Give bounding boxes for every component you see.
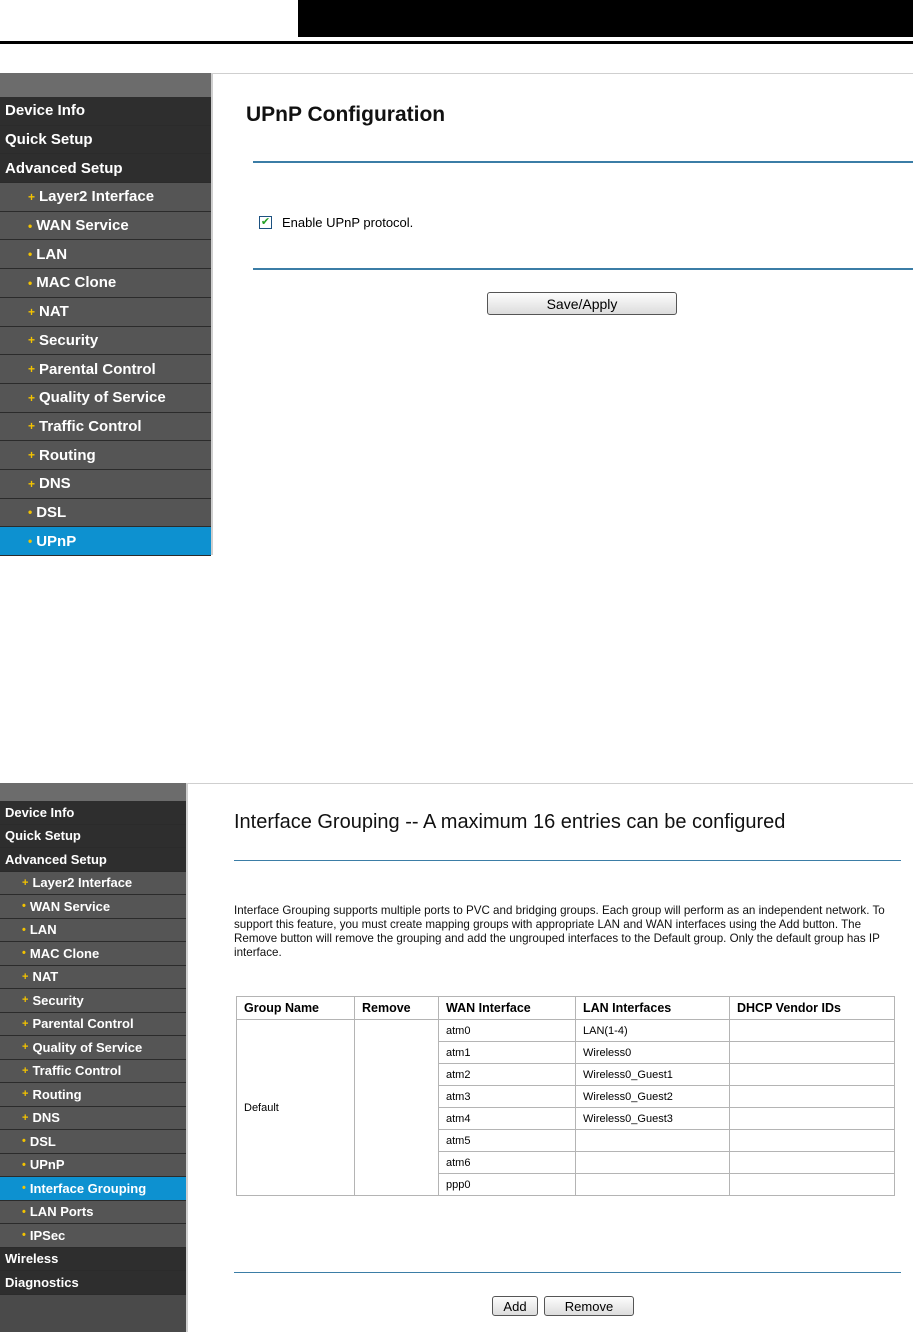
sidebar-nav <box>0 783 188 1332</box>
sidebar-item-routing[interactable] <box>0 441 211 470</box>
sidebar-item-device-info[interactable] <box>0 97 211 126</box>
sidebar-item-label: Security <box>32 992 84 1008</box>
wan-cell: atm0 <box>439 1020 576 1042</box>
sidebar-item-interface-grouping[interactable] <box>0 1177 186 1201</box>
divider <box>234 860 901 861</box>
save-apply-button[interactable]: Save/Apply <box>487 292 677 315</box>
document-header-bar <box>298 0 913 37</box>
sidebar-item-label: Layer2 Interface <box>32 875 133 891</box>
interface-group-table <box>236 996 895 1196</box>
sidebar-item-label: Quality of Service <box>32 1039 143 1055</box>
wan-cell: atm6 <box>439 1152 576 1174</box>
wan-cell: atm5 <box>439 1130 576 1152</box>
sidebar-item-label: Wireless <box>5 1251 59 1267</box>
interface-grouping-screenshot <box>0 783 913 1332</box>
bullet-icon: • <box>28 218 33 233</box>
sidebar-item-mac-clone[interactable] <box>0 942 186 966</box>
sidebar-item-dsl[interactable] <box>0 499 211 528</box>
enable-upnp-row <box>259 215 413 230</box>
sidebar-item-label: Traffic Control <box>32 1063 122 1079</box>
sidebar-item-wireless[interactable] <box>0 1248 186 1272</box>
sidebar-item-nat[interactable] <box>0 298 211 327</box>
nav-list <box>0 801 186 1295</box>
expand-plus-icon: + <box>28 304 36 319</box>
dhcp-cell <box>730 1020 895 1042</box>
sidebar-item-lan[interactable] <box>0 919 186 943</box>
dhcp-cell <box>730 1042 895 1064</box>
sidebar-item-label: Advanced Setup <box>5 159 123 177</box>
expand-plus-icon: + <box>28 189 36 204</box>
column-header: DHCP Vendor IDs <box>730 997 895 1020</box>
bullet-icon: • <box>22 1205 26 1218</box>
column-header: Group Name <box>237 997 355 1020</box>
dhcp-cell <box>730 1152 895 1174</box>
sidebar-item-label: MAC Clone <box>36 274 117 292</box>
sidebar-item-traffic-control[interactable] <box>0 1060 186 1084</box>
sidebar-item-label: Routing <box>39 446 96 464</box>
sidebar-item-label: Interface Grouping <box>29 1180 147 1196</box>
expand-plus-icon: + <box>28 448 36 463</box>
sidebar-item-label: LAN <box>36 245 68 263</box>
sidebar-item-mac-clone[interactable] <box>0 269 211 298</box>
bullet-icon: • <box>28 534 33 549</box>
bullet-icon: • <box>22 1229 26 1242</box>
dhcp-cell <box>730 1064 895 1086</box>
wan-cell: atm2 <box>439 1064 576 1086</box>
document-header-rule <box>0 41 913 44</box>
table-header-row <box>237 997 895 1020</box>
expand-plus-icon: + <box>28 362 36 377</box>
wan-cell: atm3 <box>439 1086 576 1108</box>
sidebar-item-label: WAN Service <box>29 898 111 914</box>
sidebar-item-label: LAN Ports <box>29 1204 94 1220</box>
sidebar-item-label: MAC Clone <box>29 945 100 961</box>
sidebar-item-advanced-setup[interactable] <box>0 154 211 183</box>
sidebar-item-label: Parental Control <box>39 360 156 378</box>
divider <box>253 268 913 270</box>
sidebar-item-diagnostics[interactable] <box>0 1271 186 1295</box>
sidebar-item-upnp[interactable] <box>0 527 211 556</box>
expand-plus-icon: + <box>22 1041 29 1054</box>
sidebar-item-label: Advanced Setup <box>5 851 107 867</box>
dhcp-cell <box>730 1086 895 1108</box>
expand-plus-icon: + <box>22 1017 29 1030</box>
expand-plus-icon: + <box>22 1064 29 1077</box>
bullet-icon: • <box>22 1158 26 1171</box>
remove-button[interactable]: Remove <box>544 1296 634 1316</box>
sidebar-header <box>0 783 186 801</box>
sidebar-item-label: UPnP <box>29 1157 65 1173</box>
dhcp-cell <box>730 1174 895 1196</box>
main-content <box>188 783 913 1332</box>
sidebar-item-security[interactable] <box>0 327 211 356</box>
sidebar-item-label: WAN Service <box>36 217 129 235</box>
sidebar-item-upnp[interactable] <box>0 1154 186 1178</box>
dhcp-cell <box>730 1108 895 1130</box>
sidebar-item-label: Routing <box>32 1086 82 1102</box>
sidebar-item-label: DNS <box>32 1110 60 1126</box>
wan-cell: atm1 <box>439 1042 576 1064</box>
sidebar-item-quality-of-service[interactable] <box>0 384 211 413</box>
sidebar-item-label: DSL <box>36 503 67 521</box>
sidebar-item-ipsec[interactable] <box>0 1224 186 1248</box>
bullet-icon: • <box>22 900 26 913</box>
lan-cell <box>576 1130 730 1152</box>
bullet-icon: • <box>28 505 33 520</box>
sidebar-item-advanced-setup[interactable] <box>0 848 186 872</box>
expand-plus-icon: + <box>28 476 36 491</box>
sidebar-item-label: NAT <box>39 303 69 321</box>
sidebar-item-routing[interactable] <box>0 1083 186 1107</box>
sidebar-item-label: NAT <box>32 969 59 985</box>
sidebar-item-wan-service[interactable] <box>0 895 186 919</box>
expand-plus-icon: + <box>28 390 36 405</box>
sidebar-item-security[interactable] <box>0 989 186 1013</box>
lan-cell <box>576 1174 730 1196</box>
sidebar-item-layer2-interface[interactable] <box>0 183 211 212</box>
dhcp-cell <box>730 1130 895 1152</box>
sidebar-item-layer2-interface[interactable] <box>0 872 186 896</box>
sidebar-item-quick-setup[interactable] <box>0 126 211 155</box>
checkmark-icon: ✔ <box>260 216 271 228</box>
lan-cell: Wireless0_Guest2 <box>576 1086 730 1108</box>
upnp-screenshot <box>0 73 913 555</box>
add-button[interactable]: Add <box>492 1296 538 1316</box>
expand-plus-icon: + <box>22 1088 29 1101</box>
lan-cell: Wireless0_Guest1 <box>576 1064 730 1086</box>
bullet-icon: • <box>28 275 33 290</box>
expand-plus-icon: + <box>28 333 36 348</box>
column-header: LAN Interfaces <box>576 997 730 1020</box>
group-name-cell: Default <box>237 1020 355 1196</box>
sidebar-item-label: Layer2 Interface <box>39 188 155 206</box>
sidebar-item-lan-ports[interactable] <box>0 1201 186 1225</box>
page-title: UPnP Configuration <box>246 103 446 126</box>
remove-cell <box>355 1020 439 1196</box>
sidebar-item-dns[interactable] <box>0 470 211 499</box>
bullet-icon: • <box>22 923 26 936</box>
wan-cell: atm4 <box>439 1108 576 1130</box>
lan-cell: Wireless0_Guest3 <box>576 1108 730 1130</box>
sidebar-item-dns[interactable] <box>0 1107 186 1131</box>
nav-list <box>0 97 211 556</box>
sidebar-item-label: Device Info <box>5 102 86 120</box>
table-row <box>237 1020 895 1042</box>
sidebar-item-parental-control[interactable] <box>0 355 211 384</box>
sidebar-item-label: Diagnostics <box>5 1274 79 1290</box>
sidebar-item-label: Quick Setup <box>5 131 93 149</box>
sidebar-item-quality-of-service[interactable] <box>0 1036 186 1060</box>
expand-plus-icon: + <box>22 1111 29 1124</box>
sidebar-item-label: UPnP <box>36 532 77 550</box>
description-text: Interface Grouping supports multiple ports to PVC and bridging groups. Each group will perform as an independent network. To support this feature, you must create mapping groups with appropriate LAN and WAN interfaces using the Add button. The Remove button will remove the grouping and add the ungrouped interfaces to the Default group. Only the default group has IP interface. <box>234 904 885 959</box>
sidebar-item-label: IPSec <box>29 1227 66 1243</box>
sidebar-nav <box>0 73 213 555</box>
lan-cell: LAN(1-4) <box>576 1020 730 1042</box>
sidebar-item-label: DSL <box>29 1133 56 1149</box>
sidebar-item-label: Quick Setup <box>5 828 81 844</box>
sidebar-item-label: LAN <box>29 922 57 938</box>
sidebar-item-label: Security <box>39 331 99 349</box>
sidebar-item-parental-control[interactable] <box>0 1013 186 1037</box>
sidebar-item-nat[interactable] <box>0 966 186 990</box>
main-content <box>213 73 913 555</box>
sidebar-item-traffic-control[interactable] <box>0 413 211 442</box>
lan-cell <box>576 1152 730 1174</box>
bullet-icon: • <box>22 947 26 960</box>
page-title: Interface Grouping -- A maximum 16 entries can be configured <box>234 811 786 833</box>
enable-upnp-checkbox[interactable] <box>259 216 272 229</box>
divider <box>253 161 913 163</box>
sidebar-item-label: Traffic Control <box>39 417 142 435</box>
content-border <box>188 783 913 784</box>
wan-cell: ppp0 <box>439 1174 576 1196</box>
enable-upnp-label: Enable UPnP protocol. <box>282 215 414 230</box>
expand-plus-icon: + <box>22 876 29 889</box>
sidebar-item-dsl[interactable] <box>0 1130 186 1154</box>
bullet-icon: • <box>22 1135 26 1148</box>
sidebar-item-wan-service[interactable] <box>0 212 211 241</box>
sidebar-item-lan[interactable] <box>0 240 211 269</box>
column-header: WAN Interface <box>439 997 576 1020</box>
content-border <box>213 73 913 74</box>
expand-plus-icon: + <box>22 970 29 983</box>
lan-cell: Wireless0 <box>576 1042 730 1064</box>
expand-plus-icon: + <box>22 994 29 1007</box>
bullet-icon: • <box>22 1182 26 1195</box>
expand-plus-icon: + <box>28 419 36 434</box>
divider <box>234 1272 901 1273</box>
sidebar-item-label: Device Info <box>5 804 75 820</box>
sidebar-item-label: Quality of Service <box>39 389 166 407</box>
sidebar-header <box>0 73 211 97</box>
sidebar-item-quick-setup[interactable] <box>0 825 186 849</box>
sidebar-item-device-info[interactable] <box>0 801 186 825</box>
sidebar-item-label: DNS <box>39 475 71 493</box>
column-header: Remove <box>355 997 439 1020</box>
bullet-icon: • <box>28 247 33 262</box>
sidebar-item-label: Parental Control <box>32 1016 134 1032</box>
